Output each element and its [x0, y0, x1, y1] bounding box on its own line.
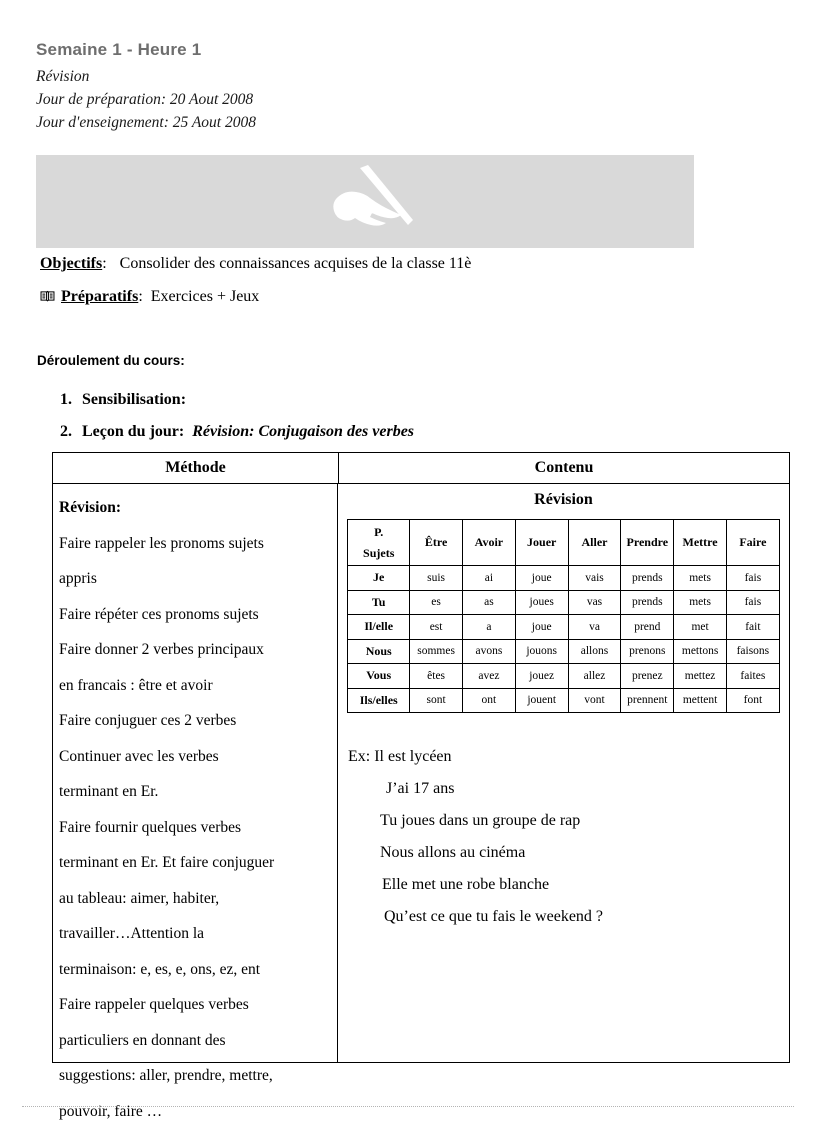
conjugation-cell: prenons: [621, 639, 674, 664]
conjugation-subject: Je: [348, 566, 410, 591]
page-footer-divider: [22, 1106, 794, 1107]
conjugation-cell: vas: [568, 590, 621, 615]
conjugation-cell: font: [726, 688, 779, 713]
conjugation-cell: fais: [726, 590, 779, 615]
conjugation-cell: mettez: [674, 664, 727, 689]
hand-writing-with-pen-icon: [300, 162, 430, 242]
course-flow-item-1: [60, 391, 186, 409]
course-flow-item-2-topic: Révision: Conjugaison des verbes: [192, 423, 414, 440]
column-header-method: Méthode: [53, 453, 339, 483]
conjugation-header-verb: Avoir: [463, 520, 516, 566]
conjugation-cell: met: [674, 615, 727, 640]
conjugation-header-verb: Faire: [726, 520, 779, 566]
conjugation-table-wrapper: [338, 519, 789, 713]
conjugation-subject: Tu: [348, 590, 410, 615]
method-line: Faire rappeler les pronoms sujets: [59, 526, 332, 562]
conjugation-cell: joue: [515, 615, 568, 640]
conjugation-cell: faisons: [726, 639, 779, 664]
conjugation-cell: mets: [674, 590, 727, 615]
conjugation-cell: mettent: [674, 688, 727, 713]
conjugation-cell: vais: [568, 566, 621, 591]
example-line: Elle met une robe blanche: [344, 869, 789, 901]
conjugation-cell: avez: [463, 664, 516, 689]
conjugation-cell: ont: [463, 688, 516, 713]
method-line: travailler…Attention la: [59, 916, 332, 952]
conjugation-subject: Vous: [348, 664, 410, 689]
conjugation-cell: es: [410, 590, 463, 615]
conjugation-cell: fait: [726, 615, 779, 640]
method-line: terminant en Er.: [59, 774, 332, 810]
conjugation-cell: va: [568, 615, 621, 640]
table-row: [348, 566, 780, 591]
preparations-text: Exercices + Jeux: [151, 288, 260, 305]
conjugation-cell: vont: [568, 688, 621, 713]
objectives-label: Objectifs: [40, 255, 102, 272]
conjugation-table: [347, 519, 780, 713]
conjugation-cell: fais: [726, 566, 779, 591]
example-line: Qu’est ce que tu fais le weekend ?: [344, 901, 789, 933]
teaching-date: Jour d'enseignement: 25 Aout 2008: [36, 114, 256, 132]
conjugation-cell: suis: [410, 566, 463, 591]
method-line: pouvoir, faire …: [59, 1094, 332, 1129]
conjugation-header-subject: [348, 520, 410, 566]
conjugation-cell: prennent: [621, 688, 674, 713]
method-column: [53, 484, 338, 1062]
conjugation-cell: êtes: [410, 664, 463, 689]
conjugation-header-verb: Mettre: [674, 520, 727, 566]
method-line: Continuer avec les verbes: [59, 739, 332, 775]
page-title: Semaine 1 - Heure 1: [36, 40, 201, 60]
conjugation-subject: Ils/elles: [348, 688, 410, 713]
conjugation-header-subject-line2: Sujets: [363, 546, 394, 560]
table-row: [348, 688, 780, 713]
conjugation-cell: jouent: [515, 688, 568, 713]
method-line: Faire conjuguer ces 2 verbes: [59, 703, 332, 739]
conjugation-cell: joue: [515, 566, 568, 591]
conjugation-header-row: [348, 520, 780, 566]
content-column: [338, 484, 789, 1062]
method-line: Faire donner 2 verbes principaux: [59, 632, 332, 668]
course-flow-heading: Déroulement du cours:: [37, 353, 185, 368]
conjugation-cell: avons: [463, 639, 516, 664]
method-line: au tableau: aimer, habiter,: [59, 881, 332, 917]
method-line: terminaison: e, es, e, ons, ez, ent: [59, 952, 332, 988]
conjugation-cell: sont: [410, 688, 463, 713]
example-line: Tu joues dans un groupe de rap: [344, 805, 789, 837]
lesson-plan-table: [52, 452, 790, 1063]
lesson-subtitle: Révision: [36, 68, 89, 86]
conjugation-header-verb: Prendre: [621, 520, 674, 566]
column-header-content: Contenu: [339, 453, 789, 483]
conjugation-header-subject-line1: P.: [374, 525, 383, 539]
course-flow-item-1-number: 1.: [60, 391, 82, 409]
table-row: [348, 615, 780, 640]
table-row: [348, 664, 780, 689]
course-flow-item-1-label: Sensibilisation:: [82, 391, 186, 408]
conjugation-header-verb: Être: [410, 520, 463, 566]
method-line: Faire fournir quelques verbes: [59, 810, 332, 846]
example-line: J’ai 17 ans: [344, 773, 789, 805]
conjugation-cell: prenez: [621, 664, 674, 689]
method-line: en francais : être et avoir: [59, 668, 332, 704]
preparations-row: [40, 288, 259, 306]
conjugation-cell: prends: [621, 590, 674, 615]
conjugation-header-verb: Aller: [568, 520, 621, 566]
table-row: [348, 590, 780, 615]
preparation-date: Jour de préparation: 20 Aout 2008: [36, 91, 253, 109]
content-section-title: Révision: [338, 491, 789, 509]
conjugation-header-verb: Jouer: [515, 520, 568, 566]
conjugation-cell: prend: [621, 615, 674, 640]
conjugation-cell: allez: [568, 664, 621, 689]
lesson-plan-table-body-row: [53, 484, 789, 1062]
course-flow-item-2-number: 2.: [60, 423, 82, 441]
conjugation-cell: est: [410, 615, 463, 640]
objectives-colon: :: [102, 255, 106, 272]
conjugation-cell: allons: [568, 639, 621, 664]
method-line: Faire rappeler quelques verbes: [59, 987, 332, 1023]
method-line: appris: [59, 561, 332, 597]
objectives-text: Consolider des connaissances acquises de la classe 11è: [120, 255, 472, 272]
open-book-icon: [40, 290, 55, 302]
method-line: suggestions: aller, prendre, mettre,: [59, 1058, 332, 1094]
conjugation-cell: mettons: [674, 639, 727, 664]
conjugation-cell: jouez: [515, 664, 568, 689]
conjugation-cell: sommes: [410, 639, 463, 664]
lesson-plan-table-header-row: [53, 453, 789, 484]
method-line: Révision:: [59, 490, 332, 526]
conjugation-cell: jouons: [515, 639, 568, 664]
method-line: Faire répéter ces pronoms sujets: [59, 597, 332, 633]
header-banner: [36, 155, 694, 248]
conjugation-cell: as: [463, 590, 516, 615]
example-line: Ex: Il est lycéen: [344, 741, 789, 773]
conjugation-cell: a: [463, 615, 516, 640]
examples-block: [338, 741, 789, 933]
objectives-row: [40, 255, 471, 273]
example-line: Nous allons au cinéma: [344, 837, 789, 869]
conjugation-cell: faites: [726, 664, 779, 689]
conjugation-subject: Nous: [348, 639, 410, 664]
conjugation-cell: prends: [621, 566, 674, 591]
conjugation-subject: Il/elle: [348, 615, 410, 640]
method-line: particuliers en donnant des: [59, 1023, 332, 1059]
method-line: terminant en Er. Et faire conjuguer: [59, 845, 332, 881]
preparations-label: Préparatifs: [61, 288, 138, 305]
table-row: [348, 639, 780, 664]
conjugation-cell: joues: [515, 590, 568, 615]
conjugation-cell: mets: [674, 566, 727, 591]
preparations-colon: :: [138, 288, 142, 305]
conjugation-cell: ai: [463, 566, 516, 591]
course-flow-item-2-label: Leçon du jour:: [82, 423, 184, 440]
course-flow-item-2: [60, 423, 414, 441]
